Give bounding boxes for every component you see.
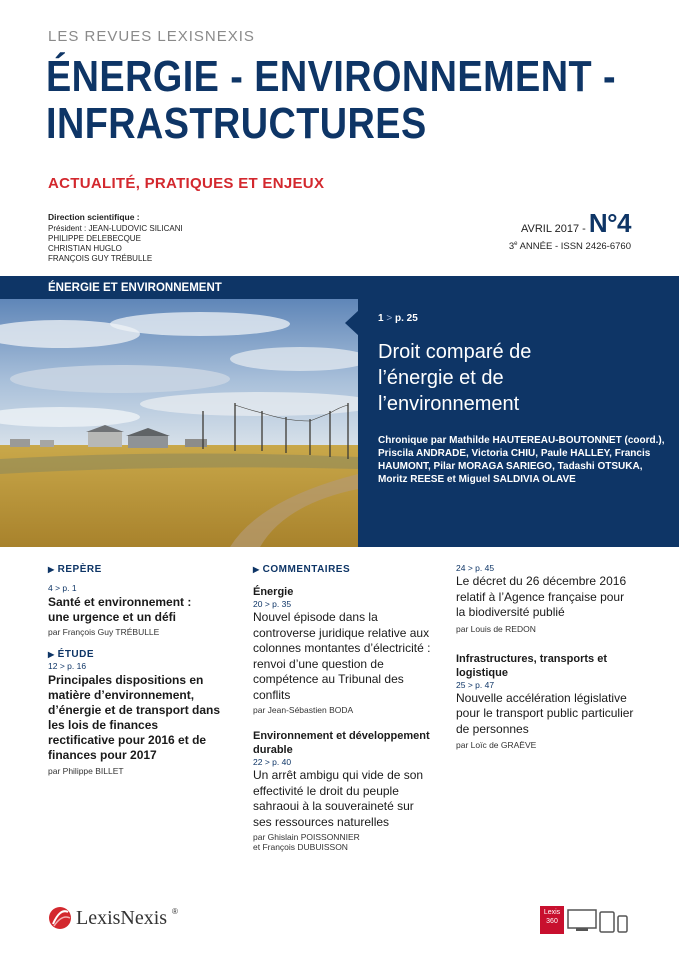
repere-ref: 4 > p. 1 bbox=[48, 583, 77, 593]
cover-photo bbox=[0, 299, 358, 547]
comment4-ref: 25 > p. 47 bbox=[456, 679, 495, 690]
column-left bbox=[48, 564, 221, 776]
lexisnexis-logo bbox=[48, 904, 188, 937]
series-name: LES REVUES LEXISNEXIS bbox=[48, 28, 255, 45]
etude-ref: 12 > p. 16 bbox=[48, 661, 87, 671]
comment2-title: Un arrêt ambigu qui vide de son effectivité le droit du peuple sahraoui à la souveraineté sur ses ressources naturelles bbox=[253, 768, 424, 829]
issue-date: AVRIL 2017 - bbox=[520, 223, 589, 235]
column-right bbox=[456, 563, 636, 750]
comment4-title: Nouvelle accélération législative pour le transport public particulier de personnes bbox=[456, 690, 634, 736]
scientific-direction bbox=[48, 212, 183, 264]
repere-title: Santé et environnement : une urgence et un défi bbox=[48, 595, 192, 624]
category-infrastructures: Infrastructures, transports et logistique bbox=[456, 652, 607, 679]
triangle-icon: ▶ bbox=[48, 565, 55, 574]
feature-ref: 1 > p. 25 bbox=[378, 313, 418, 324]
feature-panel bbox=[358, 277, 679, 547]
direction-label: Direction scientifique : bbox=[48, 212, 140, 222]
journal-title-line1: ÉNERGIE - ENVIRONNEMENT - bbox=[46, 52, 616, 101]
section-etude: ▶ ÉTUDE bbox=[48, 649, 95, 660]
triangle-icon: ▶ bbox=[48, 650, 55, 659]
comment3-ref: 24 > p. 45 bbox=[456, 563, 495, 573]
comment3-title: Le décret du 26 décembre 2016 relatif à l’Agence française pour la biodiversité publié bbox=[456, 574, 627, 619]
panel-notch bbox=[345, 310, 359, 336]
column-middle bbox=[253, 564, 431, 852]
comment1-ref: 20 > p. 35 bbox=[253, 599, 292, 609]
direction-member: FRANÇOIS GUY TRÉBULLE bbox=[48, 254, 153, 263]
journal-subtitle: ACTUALITÉ, PRATIQUES ET ENJEUX bbox=[48, 175, 325, 192]
comment1-author: par Jean-Sébastien BODA bbox=[253, 705, 354, 715]
feature-title: Droit comparé de l’énergie et de l’environnement bbox=[378, 341, 532, 415]
issue-number: N°4 bbox=[588, 208, 631, 238]
direction-member: PHILIPPE DELEBECQUE bbox=[48, 234, 141, 243]
direction-member: CHRISTIAN HUGLO bbox=[48, 244, 122, 253]
journal-title-line2: INFRASTRUCTURES bbox=[46, 99, 427, 148]
etude-author: par Philippe BILLET bbox=[48, 766, 124, 776]
comment2-ref: 22 > p. 40 bbox=[253, 757, 292, 767]
issue-info bbox=[509, 208, 631, 252]
section-repere: ▶ REPÈRE bbox=[48, 564, 102, 575]
section-banner: ÉNERGIE ET ENVIRONNEMENT bbox=[0, 277, 358, 299]
direction-member: Président : JEAN-LUDOVIC SILICANI bbox=[48, 224, 183, 233]
comment1-title: Nouvel épisode dans la controverse juridique relative aux colonnes montantes d’électricité : renvoi d’une question de compétence au Tribunal des conflits bbox=[253, 610, 431, 702]
lexis360-mark: Lexis 360 bbox=[540, 906, 564, 934]
issue-year-issn: 3e ANNÉE - ISSN 2426-6760 bbox=[508, 241, 631, 253]
etude-title: Principales dispositions en matière d’environnement, d’énergie et de transport dans les lois de finances rectificative pour 2016 et de finances pour 2017 bbox=[48, 673, 221, 762]
comment2-coauthor: et François DUBUISSON bbox=[253, 842, 348, 852]
triangle-icon: ▶ bbox=[253, 565, 260, 574]
category-environnement: Environnement et développement durable bbox=[253, 730, 430, 756]
feature-authors: Chronique par Mathilde HAUTEREAU-BOUTONNET (coord.), Priscila ANDRADE, Victoria CHIU, Paule HALLEY, Francis HAUMONT, Pilar MORAGA SARIEGO, Tadashi OTSUKA, Moritz REESE et Miguel SALDIVIA OLAVE bbox=[378, 435, 665, 485]
section-commentaires: ▶ COMMENTAIRES bbox=[253, 564, 351, 575]
repere-author: par François Guy TRÉBULLE bbox=[48, 627, 160, 637]
comment2-author: par Ghislain POISSONNIER bbox=[253, 832, 360, 842]
logo-text: LexisNexis bbox=[76, 907, 168, 929]
comment3-author: par Louis de REDON bbox=[456, 623, 536, 634]
category-energie: Énergie bbox=[253, 586, 294, 598]
logo-registered: ® bbox=[172, 907, 178, 916]
comment4-author: par Loïc de GRAËVE bbox=[456, 740, 537, 750]
